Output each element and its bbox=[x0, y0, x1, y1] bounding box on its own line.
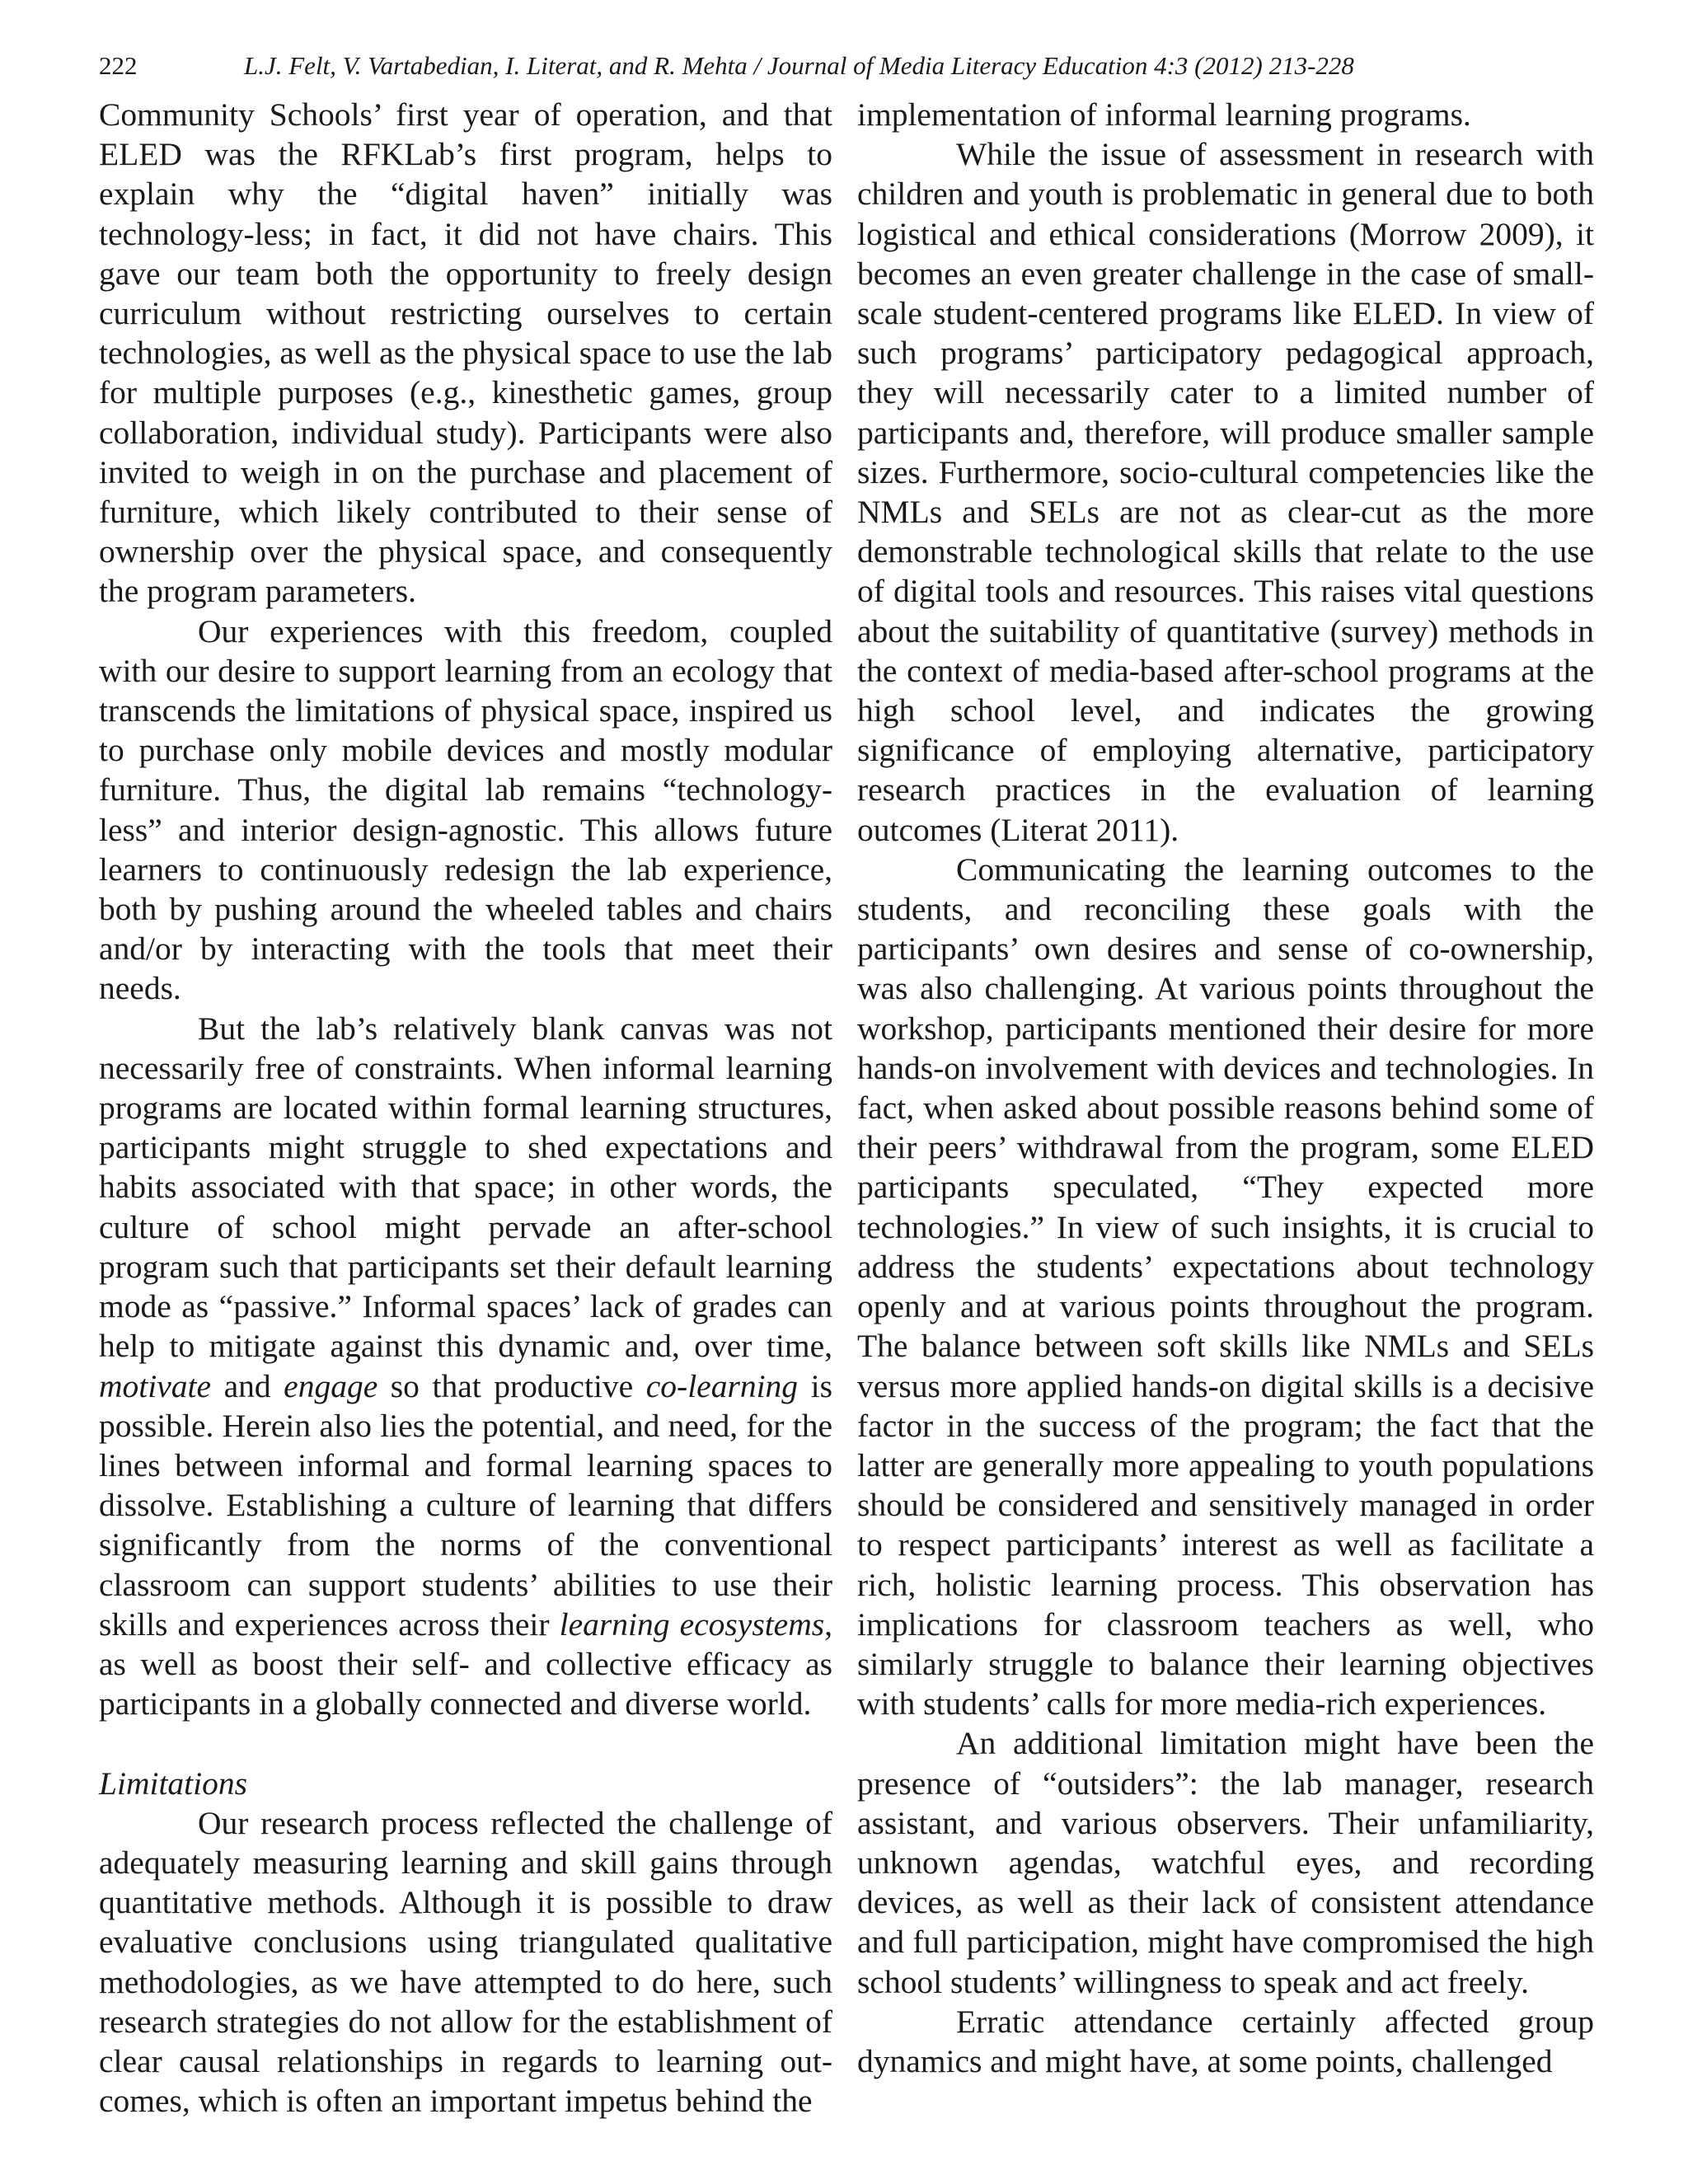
left-paragraph-2: Our experiences with this freedom, coupled with our desire to support learning from an ecology that transcends the limitations of physical space, inspired us to purchase only mobile devices and mostly modular furniture. Thus, the digital lab remains “technology-less” and interior design-agnostic. This allows future learners to continuously redesign the lab experience, both by pushing around the wheeled tables and chairs and/or by interacting with the tools that meet their needs. bbox=[99, 612, 832, 1007]
emphasis-engage: engage bbox=[284, 1367, 378, 1404]
page-header bbox=[99, 48, 1591, 84]
emphasis-co-learning: co-learning bbox=[645, 1367, 799, 1404]
section-spacer bbox=[99, 1723, 832, 1763]
right-paragraph-4: An additional limitation might have been the presence of “outsiders”: the lab manager, research assistant, and various observers. Their unfamiliarity, unknown agendas, watchful eyes, and recording devices, as well as their lack of consistent attendance and full participation, might have compromised the high school students’ willingness to speak and act freely. bbox=[857, 1725, 1594, 2000]
paragraph-text: But the lab’s relatively blank canvas was not necessarily free of constraints. When informal learning programs are located within formal learning structures, participants might struggle to shed expectations and habits associated with that space; in other words, the culture of school might pervade an after-school program such that participants set their default learning mode as “passive.” Informal spaces’ lack of grades can help to mitigate against this dynamic and, over time, bbox=[99, 1010, 832, 1365]
left-paragraph-1: Community Schools’ first year of operation, and that ELED was the RFKLab’s first program, helps to explain why the “digital haven” initially was technology-less; in fact, it did not have chairs. This gave our team both the opportunity to freely design curriculum without restricting ourselves to certain technologies, as well as the physical space to use the lab for multiple purposes (e.g., kinesthetic games, group collaboration, individual study). Participants were also invited to weigh in on the purchase and placement of furniture, which likely contributed to their sense of ownership over the physical space, and consequently the program parameters. bbox=[99, 96, 832, 610]
right-paragraph-3: Communicating the learning outcomes to the students, and reconciling these goals with the participants’ own desires and sense of co-ownership, was also challenging. At various points throughout the workshop, participants mentioned their desire for more hands-on involvement with devices and technologies. In fact, when asked about possible reasons behind some of their peers’ withdrawal from the program, some ELED participants speculated, “They expected more technologies.” In view of such insights, it is crucial to address the students’ expectations about technology openly and at various points throughout the program. The balance between soft skills like NMLs and SELs versus more applied hands-on digital skills is a decisive factor in the success of the program; the fact that the latter are generally more appealing to youth populations should be considered and sensitively managed in order to respect participants’ interest as well as facilitate a rich, holistic learning process. This observation has implications for classroom teachers as well, who similarly struggle to balance their learning objectives with students’ calls for more media-rich experiences. bbox=[857, 851, 1594, 1722]
left-paragraph-4: Our research process reflected the challenge of adequately measuring learning and skill gains through quantitative methods. Although it is possible to draw evaluative conclusions using triangulated qualitative methodologies, as we have attempted to do here, such research strategies do not allow for the establishment of clear causal relationships in regards to learning out-comes, which is often an important impetus behind the bbox=[99, 1804, 832, 2120]
left-column bbox=[99, 95, 832, 2121]
paragraph-text: is possible. Herein also lies the potential, and need, for the lines between informal and formal learning spaces to dissolve. Establishing a culture of learning that differs significantly from the norms of the conventional classroom can support students’ abilities to use their skills and experiences across their bbox=[99, 1367, 832, 1643]
left-paragraph-3 bbox=[99, 1009, 832, 1724]
emphasis-learning-ecosystems: learning ecosystems bbox=[559, 1605, 825, 1643]
emphasis-motivate: motivate bbox=[99, 1367, 212, 1404]
section-heading-limitations: Limitations bbox=[99, 1765, 247, 1802]
running-head: L.J. Felt, V. Vartabedian, I. Literat, and R. Mehta / Journal of Media Literacy Education 4:3 (2012) 213-228 bbox=[244, 51, 1354, 80]
right-paragraph-5: Erratic attendance certainly affected group dynamics and might have, at some points, challenged bbox=[857, 2003, 1594, 2079]
paragraph-text: and bbox=[211, 1367, 284, 1404]
right-paragraph-2: While the issue of assessment in research with children and youth is problematic in general due to both logistical and ethical considerations (Morrow 2009), it becomes an even greater challenge in the case of small-scale student-centered programs like ELED. In view of such programs’ participatory pedagogical approach, they will necessarily cater to a limited number of participants and, therefore, will produce smaller sample sizes. Furthermore, socio-cultural competencies like the NMLs and SELs are not as clear-cut as the more demonstrable technological skills that relate to the use of digital tools and resources. This raises vital questions about the suitability of quantitative (survey) methods in the context of media-based after-school programs at the high school level, and indicates the growing significance of employing alternative, participatory research practices in the evaluation of learning outcomes (Literat 2011). bbox=[857, 136, 1594, 848]
paragraph-text: so that productive bbox=[377, 1367, 646, 1404]
right-column bbox=[857, 95, 1594, 2081]
paragraph-text: , as well as boost their self- and collective efficacy as participants in a globally connected and diverse world. bbox=[99, 1605, 832, 1722]
page-number: 222 bbox=[99, 51, 138, 80]
right-paragraph-1: implementation of informal learning programs. bbox=[857, 96, 1471, 133]
